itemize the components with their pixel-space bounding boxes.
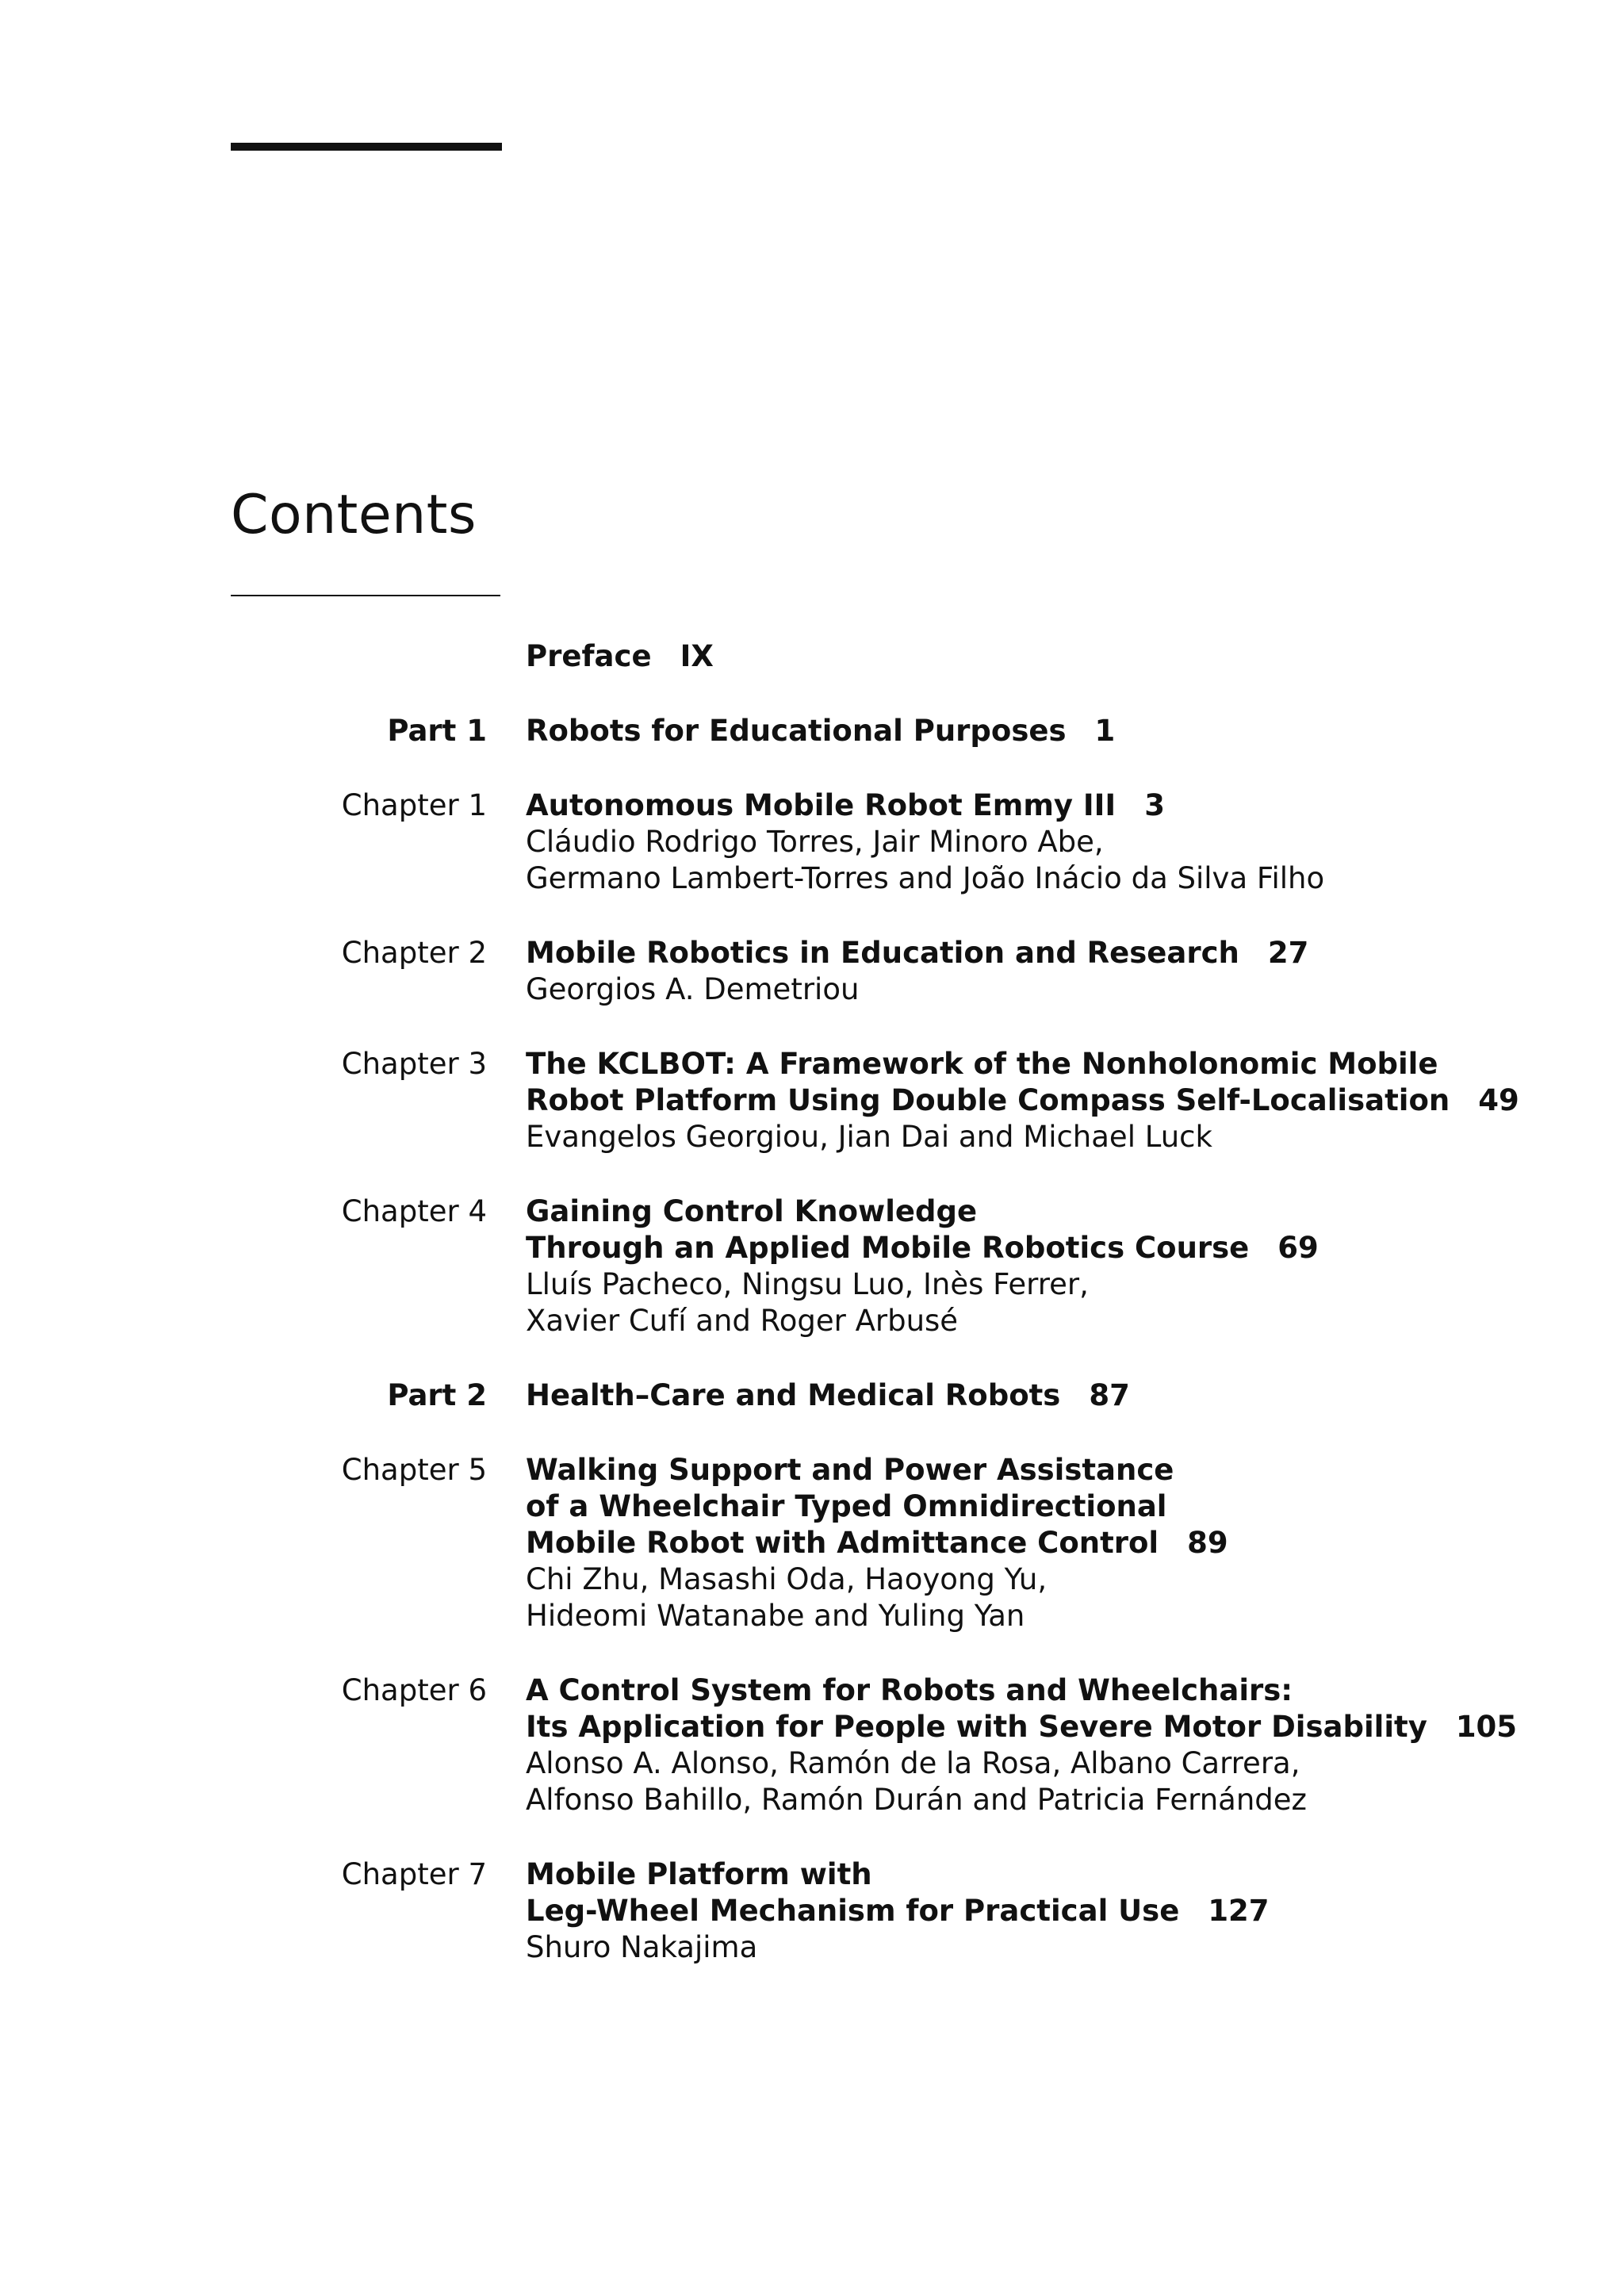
toc-entry-label: Chapter 3	[341, 1047, 487, 1081]
toc-entry-preface[interactable]	[0, 638, 1624, 675]
toc-entry-authors: Alonso A. Alonso, Ramón de la Rosa, Albano Carrera,	[526, 1746, 1300, 1780]
toc-page-number: 69	[1277, 1231, 1319, 1265]
toc-entry-title: Through an Applied Mobile Robotics Course 69	[526, 1231, 1319, 1265]
toc-entry-label: Part 1	[387, 714, 487, 748]
toc-entry-title-line: Mobile Platform with	[526, 1857, 872, 1891]
toc-entry-label: Chapter 1	[341, 788, 487, 822]
toc-entry-title: Health–Care and Medical Robots 87	[526, 1378, 1130, 1412]
toc-entry-authors: Georgios A. Demetriou	[526, 972, 860, 1006]
toc-page-number: 87	[1089, 1378, 1130, 1412]
toc-entry-title: Mobile Robotics in Education and Research 27	[526, 936, 1309, 970]
toc-entry-part-1[interactable]	[0, 713, 1624, 749]
toc-entry-title: Robots for Educational Purposes 1	[526, 714, 1116, 748]
toc-entry-authors: Cláudio Rodrigo Torres, Jair Minoro Abe,	[526, 825, 1104, 859]
toc-entry-title: Mobile Robot with Admittance Control 89	[526, 1526, 1228, 1560]
toc-entry-title-line: Walking Support and Power Assistance	[526, 1453, 1174, 1487]
toc-entry-title-line: of a Wheelchair Typed Omnidirectional	[526, 1489, 1167, 1523]
toc-entry-label: Part 2	[387, 1378, 487, 1412]
toc-entry-part-2[interactable]	[0, 1377, 1624, 1414]
toc-entry-title: Preface IX	[526, 639, 714, 673]
toc-entry-title: Leg-Wheel Mechanism for Practical Use 127	[526, 1894, 1270, 1928]
toc-entry-chapter-6[interactable]	[0, 1672, 1624, 1818]
toc-entry-authors: Lluís Pacheco, Ningsu Luo, Inès Ferrer,	[526, 1267, 1089, 1301]
title-underline	[231, 595, 500, 596]
toc-page-number: 27	[1267, 936, 1309, 970]
toc-page-number: 89	[1187, 1526, 1228, 1560]
toc-entry-authors: Xavier Cufí and Roger Arbusé	[526, 1304, 959, 1338]
toc-entry-title-line: Gaining Control Knowledge	[526, 1194, 978, 1228]
toc-page-number: 105	[1455, 1710, 1518, 1744]
toc-entry-chapter-2[interactable]	[0, 935, 1624, 1008]
table-of-contents	[0, 638, 1624, 2004]
toc-entry-title-line: A Control System for Robots and Wheelchairs:	[526, 1673, 1293, 1707]
toc-entry-chapter-4[interactable]	[0, 1193, 1624, 1339]
toc-entry-label: Chapter 2	[341, 936, 487, 970]
page-title: Contents	[231, 484, 477, 546]
toc-entry-title: Its Application for People with Severe Motor Disability 105	[526, 1710, 1518, 1744]
toc-page-number: 3	[1144, 788, 1165, 822]
toc-entry-authors: Shuro Nakajima	[526, 1930, 758, 1964]
toc-entry-chapter-1[interactable]	[0, 787, 1624, 897]
toc-entry-label: Chapter 5	[341, 1453, 487, 1487]
toc-entry-chapter-3[interactable]	[0, 1046, 1624, 1155]
toc-entry-chapter-7[interactable]	[0, 1856, 1624, 1966]
toc-entry-label: Chapter 7	[341, 1857, 487, 1891]
toc-entry-title-line: The KCLBOT: A Framework of the Nonholonomic Mobile	[526, 1047, 1438, 1081]
toc-page-number: 49	[1478, 1083, 1519, 1117]
toc-entry-label: Chapter 6	[341, 1673, 487, 1707]
toc-entry-chapter-5[interactable]	[0, 1452, 1624, 1634]
toc-entry-title: Robot Platform Using Double Compass Self-Localisation 49	[526, 1083, 1519, 1117]
toc-page-number: IX	[680, 639, 714, 673]
toc-entry-title: Autonomous Mobile Robot Emmy III 3	[526, 788, 1165, 822]
toc-entry-label: Chapter 4	[341, 1194, 487, 1228]
toc-entry-authors: Germano Lambert-Torres and João Inácio da Silva Filho	[526, 861, 1325, 895]
toc-entry-authors: Alfonso Bahillo, Ramón Durán and Patricia Fernández	[526, 1783, 1307, 1817]
toc-entry-authors: Hideomi Watanabe and Yuling Yan	[526, 1599, 1025, 1633]
toc-page-number: 127	[1208, 1894, 1270, 1928]
toc-page-number: 1	[1094, 714, 1116, 748]
header-rule	[231, 143, 502, 151]
toc-entry-authors: Evangelos Georgiou, Jian Dai and Michael Luck	[526, 1120, 1212, 1154]
toc-entry-authors: Chi Zhu, Masashi Oda, Haoyong Yu,	[526, 1562, 1048, 1596]
